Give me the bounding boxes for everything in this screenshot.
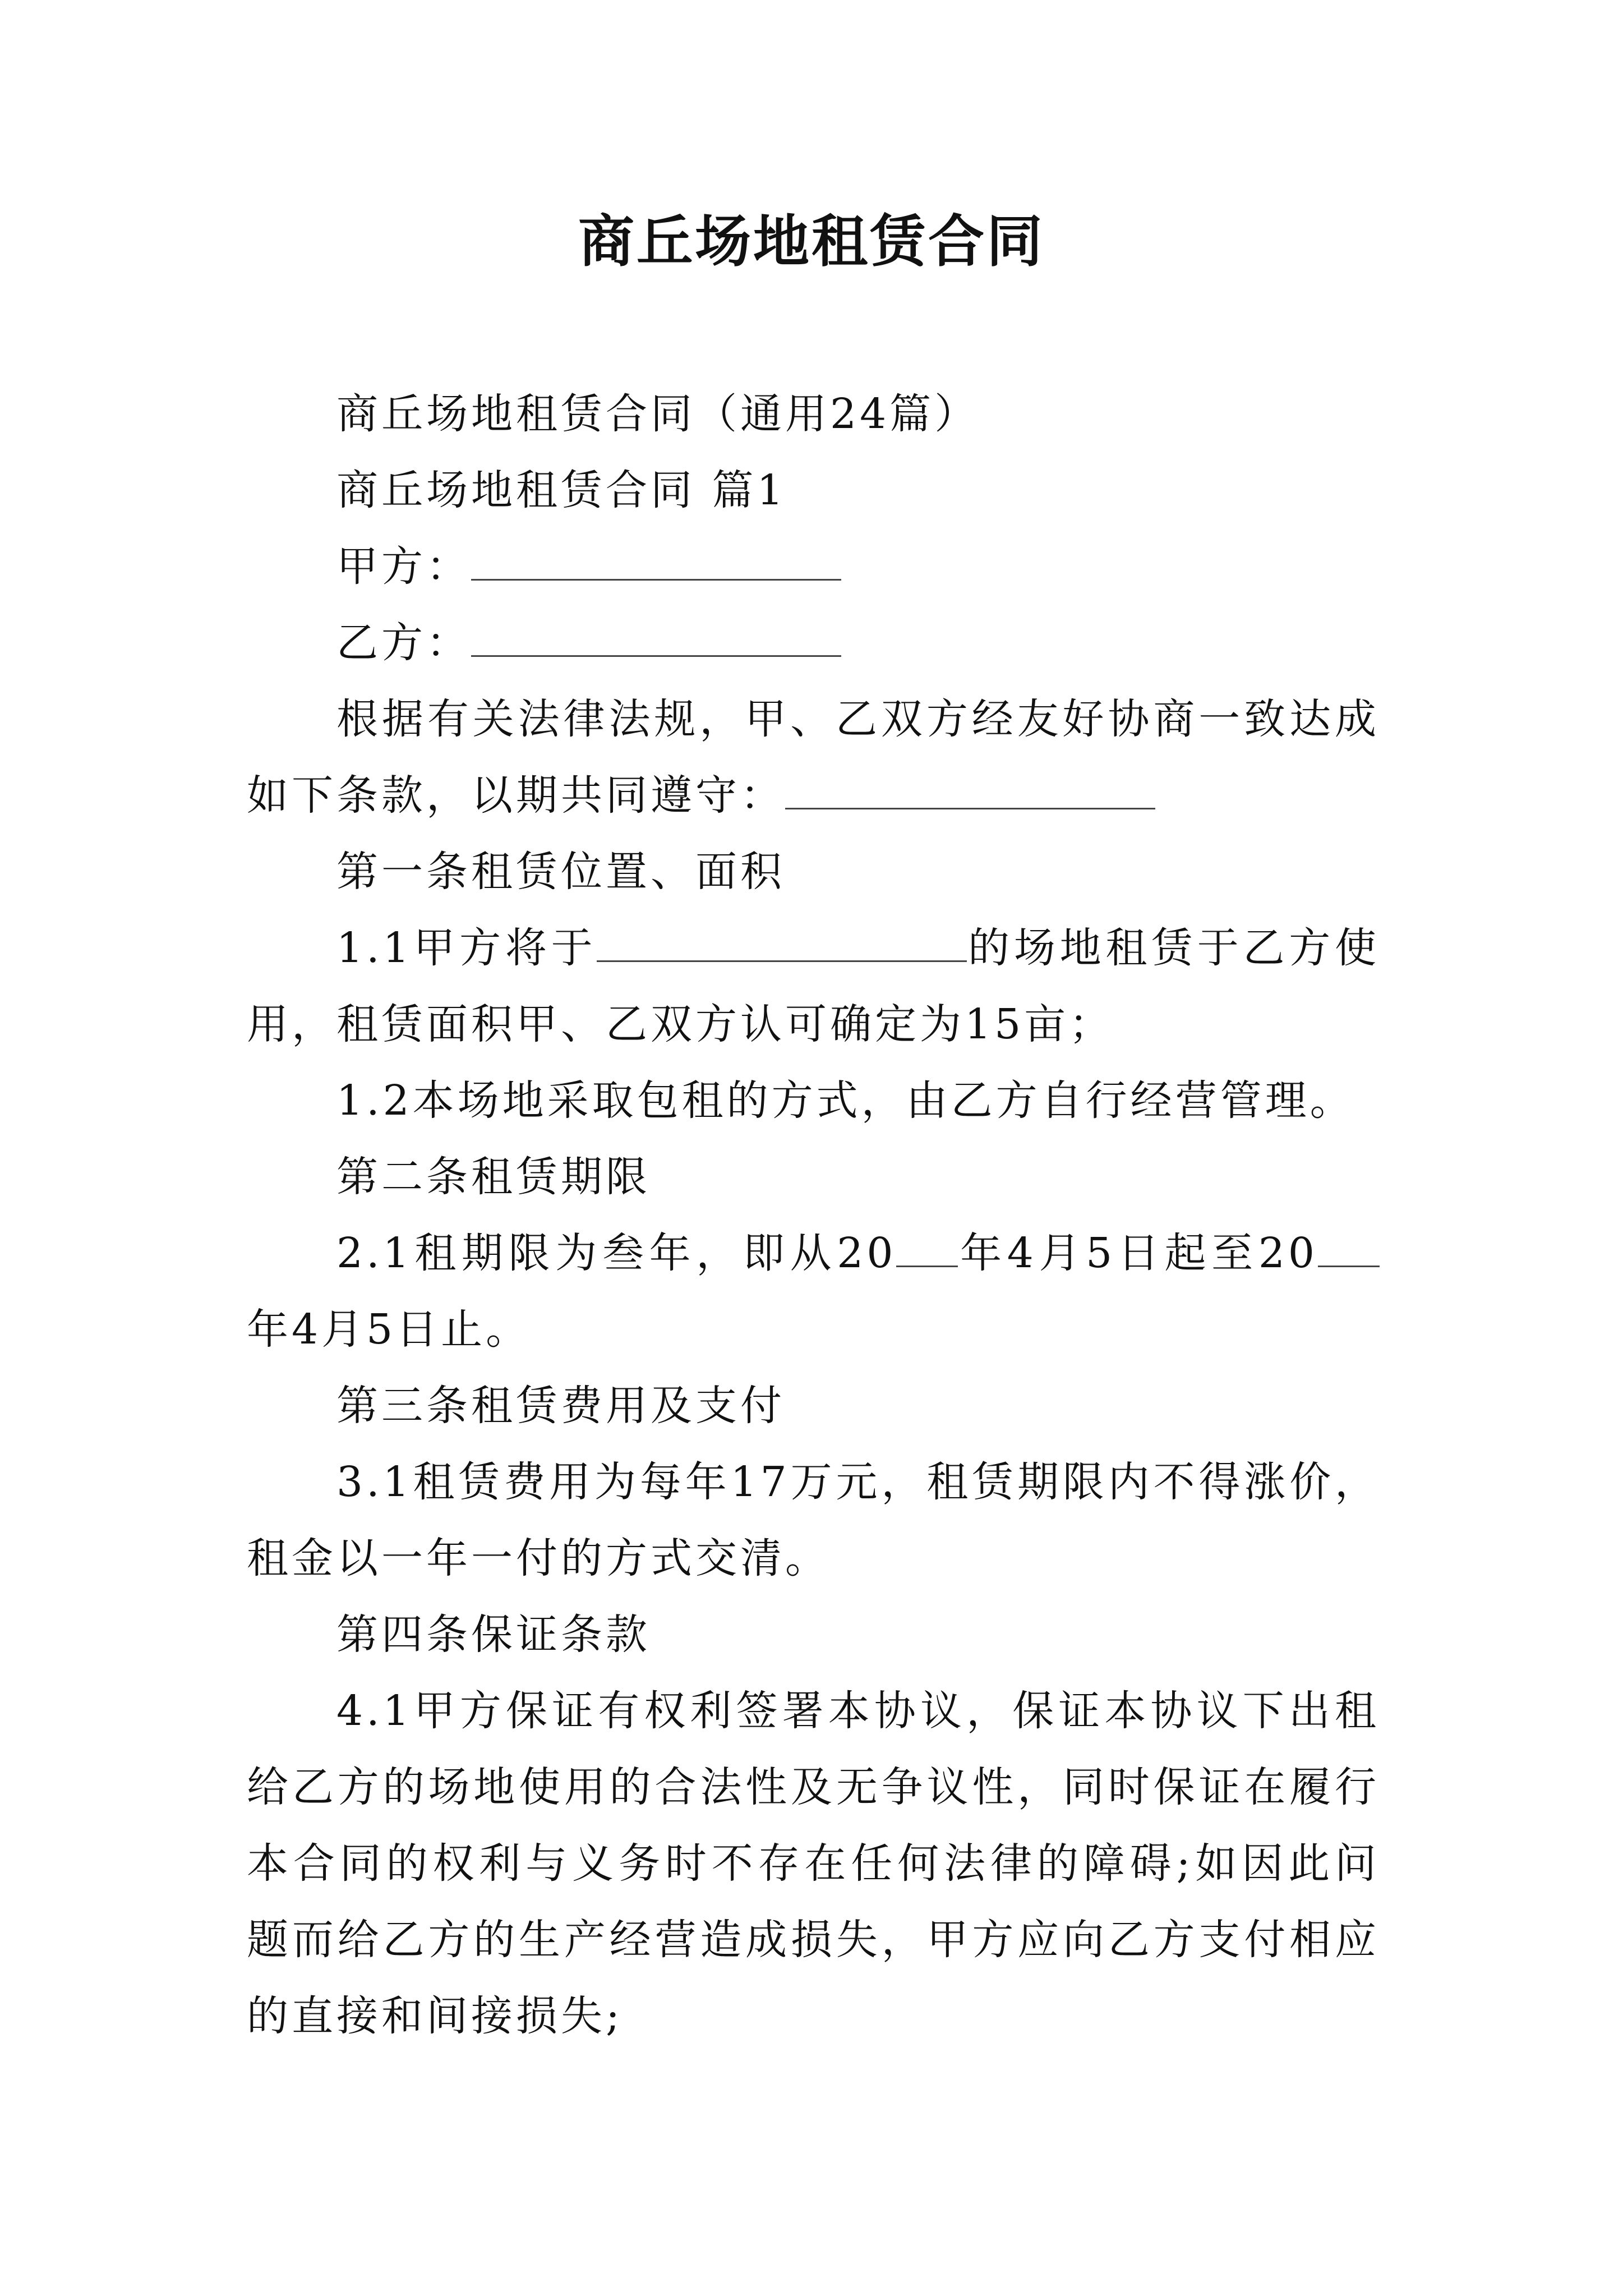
- intro-text: 根据有关法律法规，甲、乙双方经友好协商一致达成如下条款，以期共同遵守：: [247, 695, 1380, 820]
- party-b-line: [247, 605, 1380, 681]
- article-4-heading: 第四条保证条款: [336, 1611, 651, 1659]
- article-1-1: [247, 910, 1380, 1062]
- party-a-blank: [471, 547, 841, 581]
- article-2-1-part-a: 2.1租期限为叁年，即从20: [336, 1229, 897, 1277]
- document-body: [247, 376, 1380, 2054]
- article-3-1: 3.1租赁费用为每年17万元，租赁期限内不得涨价，租金以一年一付的方式交清。: [247, 1458, 1380, 1582]
- article-3-heading: 第三条租赁费用及支付: [336, 1382, 785, 1430]
- article-1-heading: 第一条租赁位置、面积: [336, 848, 785, 896]
- party-b-label: 乙方：: [336, 619, 471, 667]
- section-heading: 商丘场地租赁合同 篇1: [336, 466, 787, 514]
- article-2-1: [247, 1215, 1380, 1368]
- end-year-blank: [1318, 1234, 1380, 1267]
- article-4-1: 4.1甲方保证有权利签署本协议，保证本协议下出租给乙方的场地使用的合法性及无争议性，同时保证在履行本合同的权利与义务时不存在任何法律的障碍;如因此问题而给乙方的生产经营造成损失，甲方应向乙方支付相应的直接和间接损失;: [247, 1687, 1380, 2040]
- article-1-1-after: 的场地租赁于乙方使用，租赁面积甲、乙双方认可确定为15亩；: [247, 924, 1380, 1048]
- article-2-1-part-b: 年4月5日起至20: [958, 1229, 1318, 1277]
- document-title: 商丘场地租赁合同: [578, 208, 1045, 274]
- party-a-label: 甲方：: [336, 542, 471, 591]
- party-a-line: [247, 528, 1380, 605]
- start-year-blank: [896, 1234, 958, 1267]
- intro-blank: [785, 776, 1155, 809]
- party-b-blank: [471, 624, 841, 657]
- document-subtitle: 商丘场地租赁合同（通用24篇）: [336, 390, 980, 438]
- article-2-heading: 第二条租赁期限: [336, 1153, 651, 1201]
- intro-paragraph: [247, 681, 1380, 834]
- article-2-1-part-c: 年4月5日止。: [247, 1305, 531, 1354]
- location-blank: [597, 929, 967, 962]
- article-1-2: 1.2本场地采取包租的方式，由乙方自行经营管理。: [336, 1076, 1355, 1125]
- article-1-1-before: 1.1甲方将于: [336, 924, 597, 972]
